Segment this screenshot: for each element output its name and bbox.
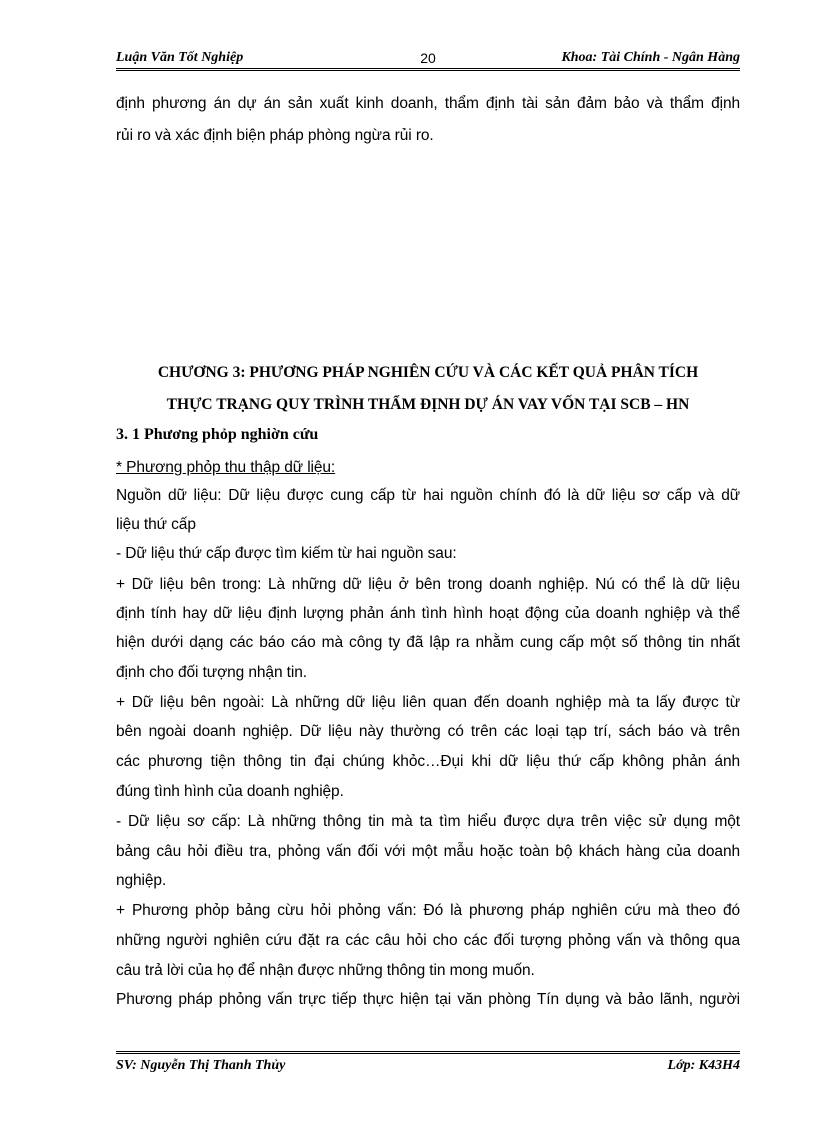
header-thesis-title: Luận Văn Tốt Nghiệp (116, 50, 244, 65)
footer-class: Lớp: K43H4 (667, 1058, 740, 1073)
body-line: + Dữ liệu bên trong: Là những dữ liệu ở bên trong doanh nghiệp. Nú có thể là dữ liệu (116, 576, 740, 593)
body-line: câu trả lời của họ để nhận được những thông tin mong muốn. (116, 962, 535, 979)
body-line: định cho đối tượng nhận tin. (116, 664, 307, 681)
body-line: Phương pháp phỏng vấn trực tiếp thực hiện tại văn phòng Tín dụng và bảo lãnh, người (116, 991, 740, 1008)
body-line: hiện dưới dạng các báo cáo mà công ty đã lập ra nhằm cung cấp một số thông tin nhất (116, 634, 740, 651)
header-faculty: Khoa: Tài Chính - Ngân Hàng (561, 50, 740, 65)
intro-line: rủi ro và xác định biện pháp phòng ngừa rủi ro. (116, 127, 434, 144)
body-line: bên ngoài doanh nghiệp. Dữ liệu này thường có trên các loại tạp trí, sách báo và trên (116, 723, 740, 740)
intro-line: định phương án dự án sản xuất kinh doanh, thẩm định tài sản đảm bảo và thẩm định (116, 95, 740, 112)
chapter-title-line-2: THỰC TRẠNG QUY TRÌNH THẨM ĐỊNH DỰ ÁN VAY VỐN TẠI SCB – HN (166, 396, 690, 413)
body-line: - Dữ liệu thứ cấp được tìm kiếm từ hai nguồn sau: (116, 545, 457, 562)
footer-rule (116, 1051, 740, 1056)
body-line: nghiệp. (116, 872, 167, 889)
body-line: liệu thứ cấp (116, 516, 196, 533)
body-line: bảng câu hỏi điều tra, phỏng vấn đối với một mẫu hoặc toàn bộ khách hàng của doanh (116, 843, 740, 860)
body-line: + Dữ liệu bên ngoài: Là những dữ liệu liên quan đến doanh nghiệp mà ta lấy được từ (116, 694, 740, 711)
body-line: những người nghiên cứu đặt ra các câu hỏi cho các đối tượng phỏng vấn và thông qua (116, 932, 740, 949)
body-line: đúng tình hình của doanh nghiệp. (116, 783, 344, 800)
page-footer (116, 1058, 740, 1078)
body-line: - Dữ liệu sơ cấp: Là những thông tin mà ta tìm hiểu được dựa trên việc sử dụng một (116, 813, 740, 830)
footer-student-name: SV: Nguyễn Thị Thanh Thủy (116, 1058, 286, 1073)
chapter-title-line-1: CHƯƠNG 3: PHƯƠNG PHÁP NGHIÊN CỨU VÀ CÁC KẾT QUẢ PHÂN TÍCH (157, 364, 699, 381)
page-header (116, 48, 740, 68)
header-rule (116, 68, 740, 73)
body-line: các phương tiện thông tin đại chúng khỏc…Đụi khi dữ liệu thứ cấp không phản ánh (116, 753, 740, 770)
page-number: 20 (420, 50, 436, 66)
body-line: Nguồn dữ liệu: Dữ liệu được cung cấp từ hai nguồn chính đó là dữ liệu sơ cấp và dữ (116, 487, 740, 504)
section-title: 3. 1 Phương phỏp nghiờn cứu (116, 426, 319, 443)
body-line: định tính hay dữ liệu định lượng phản ánh tình hình hoạt động của doanh nghiệp và thể (116, 605, 740, 622)
subsection-title: * Phương phỏp thu thập dữ liệu: (116, 459, 336, 476)
body-line: + Phương phỏp bảng cừu hỏi phỏng vấn: Đó là phương pháp nghiên cứu mà theo đó (116, 902, 740, 919)
